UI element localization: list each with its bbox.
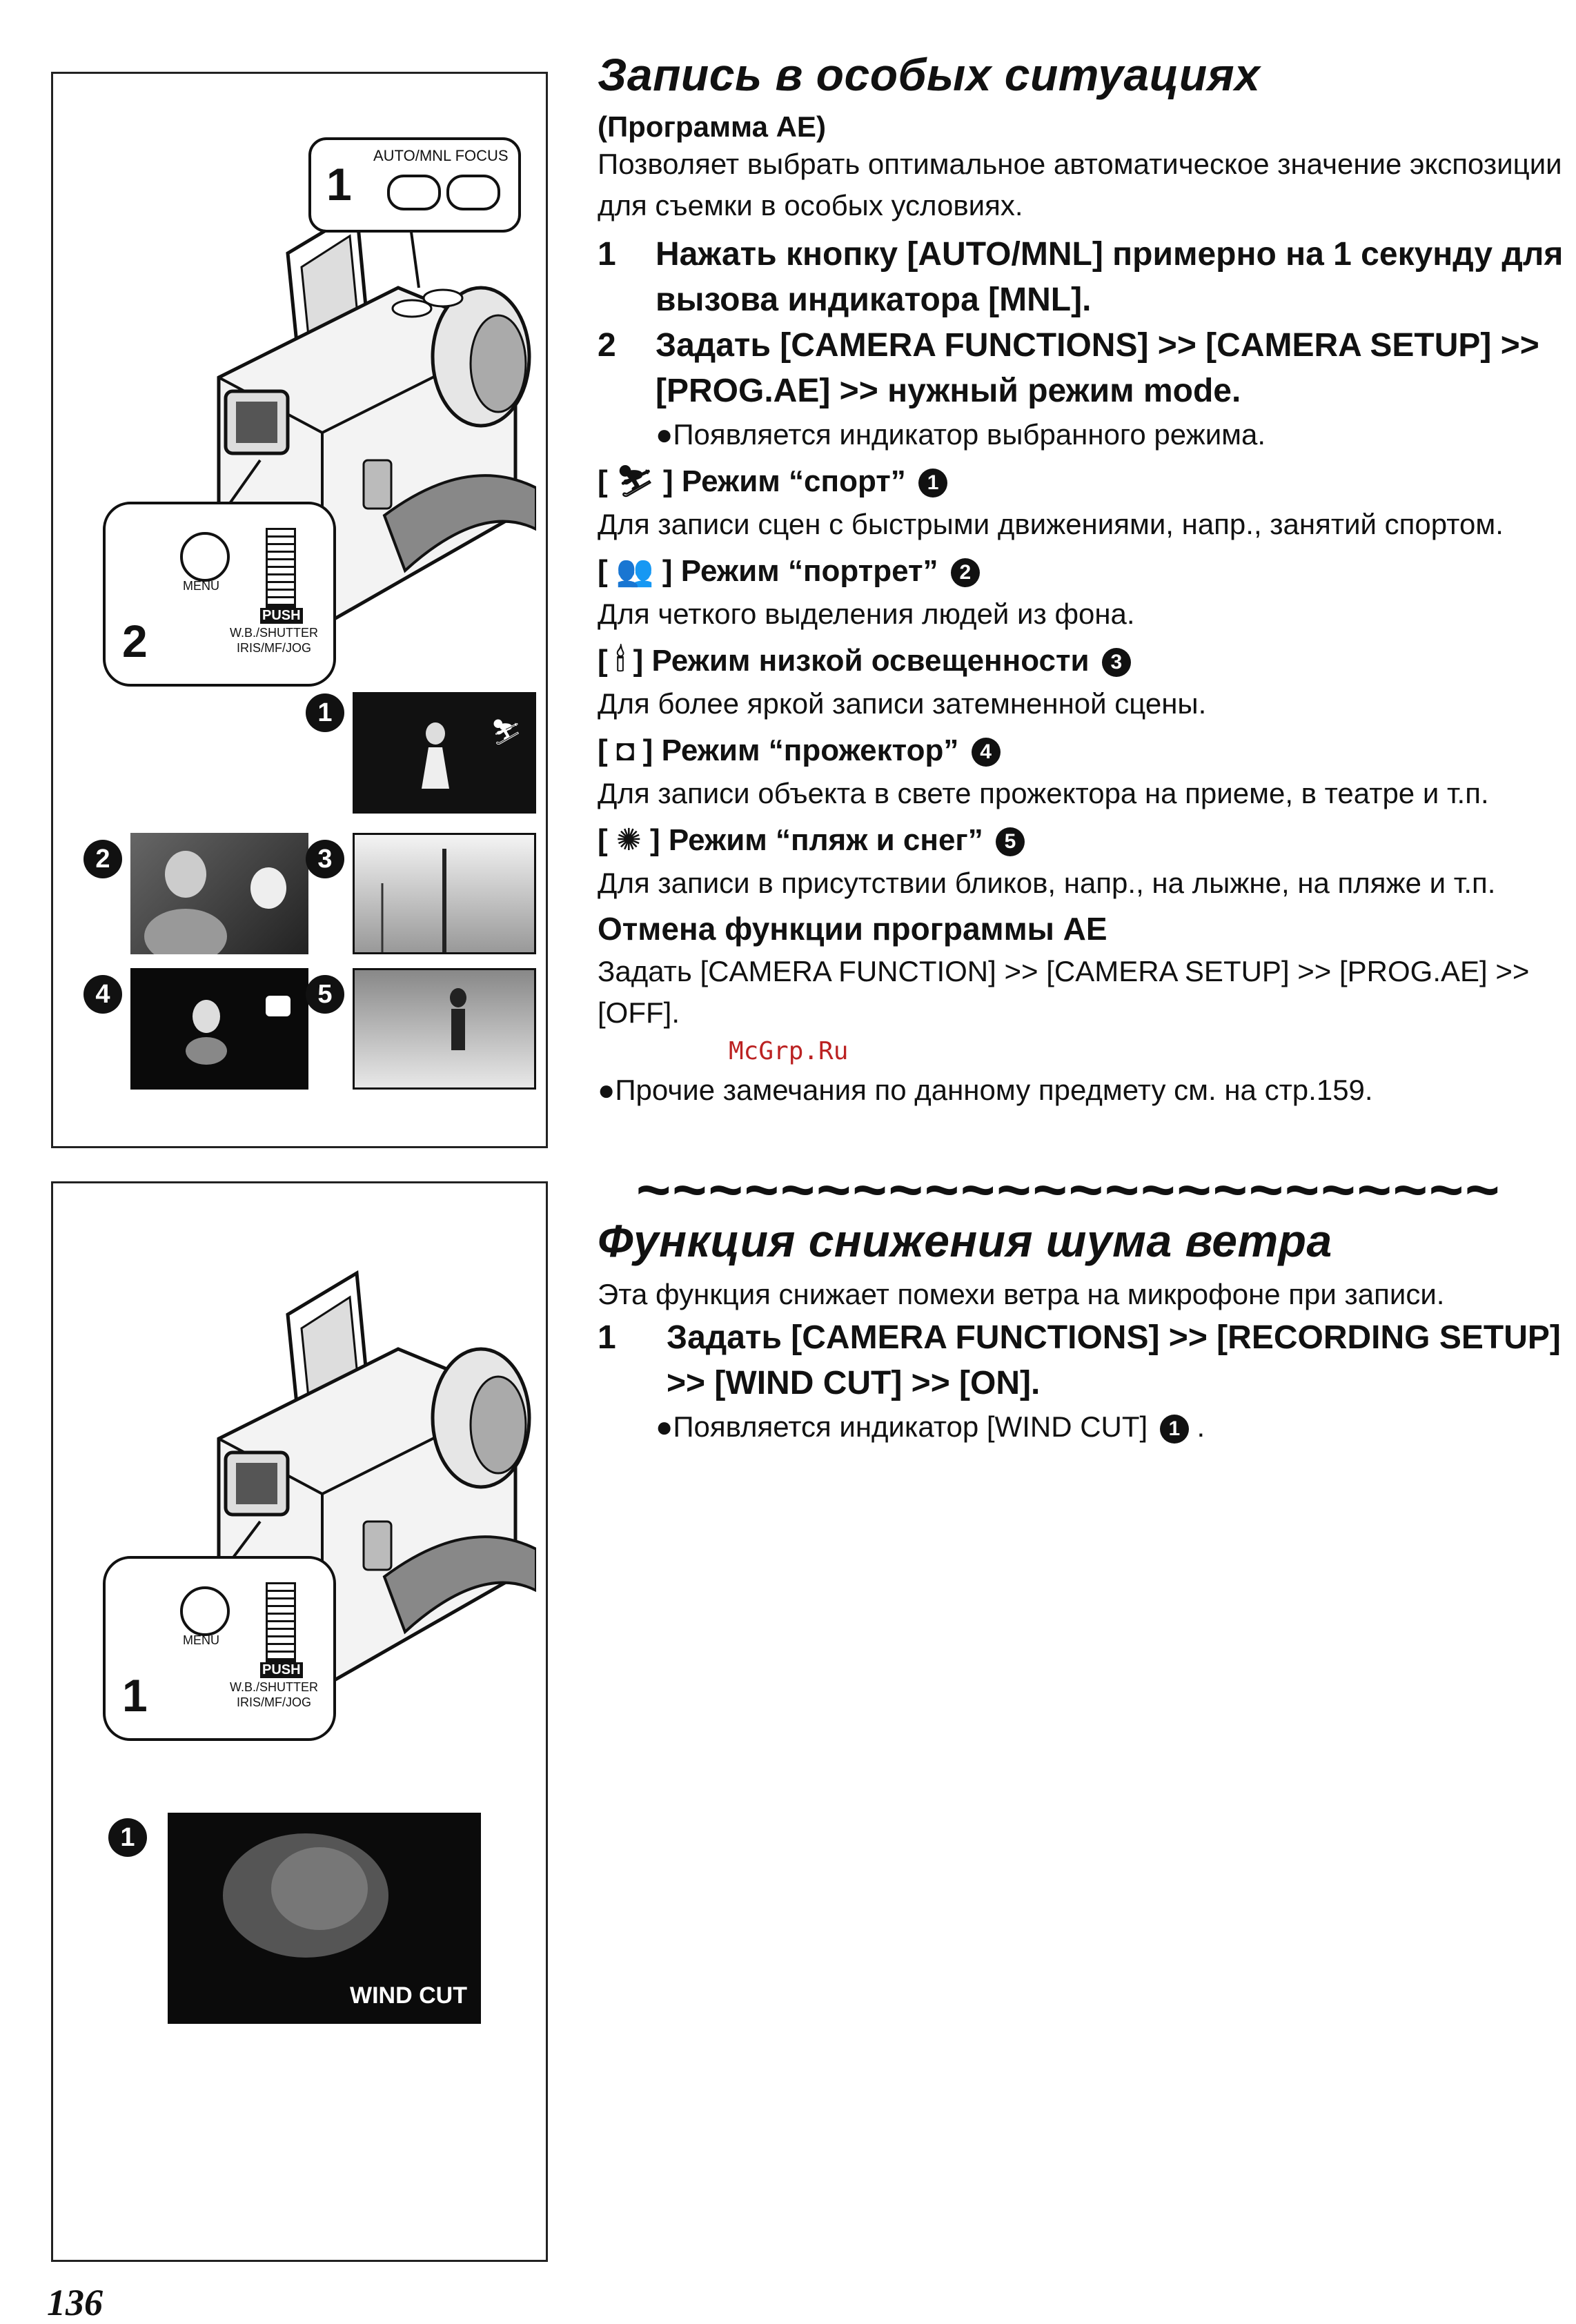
spotlight-mode-icon: [ ◘ ] <box>598 733 653 767</box>
step-note: ●Появляется индикатор выбранного режима. <box>656 418 1266 451</box>
jog-dial-icon <box>266 528 296 608</box>
figure-panel-prog-ae <box>51 72 548 1148</box>
jog-label-2: IRIS/MF/JOG <box>237 641 311 655</box>
callout-jog-box-2 <box>103 1556 336 1741</box>
mode-number: 4 <box>972 738 1001 767</box>
photo-number-wind: 1 <box>108 1818 147 1857</box>
mode-title: Режим “спорт” <box>681 464 906 498</box>
callout-number-2: 2 <box>122 616 148 667</box>
photo-spotlight-mode <box>130 968 308 1090</box>
step-text: Задать [CAMERA FUNCTIONS] >> [RECORDING SETUP] >> [WIND CUT] >> [ON]. <box>667 1319 1561 1401</box>
jog-dial-icon-2 <box>266 1582 296 1662</box>
main-text-column <box>598 48 1564 1448</box>
photo-beach-snow-mode <box>353 968 536 1090</box>
callout-number-1: 1 <box>326 159 352 210</box>
beach-snow-mode-icon: [ ✺ ] <box>598 823 660 857</box>
step-text: Задать [CAMERA FUNCTIONS] >> [CAMERA SETUP] >> [PROG.AE] >> нужный режим mode. <box>656 327 1539 409</box>
cancel-heading: Отмена функции программы AE <box>598 911 1107 947</box>
step-1 <box>598 232 1564 323</box>
portrait-mode-icon: [ 👥 ] <box>598 554 673 588</box>
mode-low-light-heading <box>598 639 1564 683</box>
mode-number: 1 <box>918 469 947 498</box>
reference-note: ●Прочие замечания по данному предмету см. на стр.159. <box>598 1074 1373 1106</box>
callout-button-box <box>308 137 521 233</box>
jog-label-1-2: W.B./SHUTTER <box>230 1680 319 1694</box>
wind-cut-note-text: ●Появляется индикатор [WIND CUT] <box>656 1410 1148 1443</box>
photo-sport-mode <box>353 692 536 814</box>
mode-number: 3 <box>1102 648 1131 677</box>
menu-label: MENU <box>183 579 219 593</box>
mode-spotlight-desc: Для записи объекта в свете прожектора на приеме, в театре и т.п. <box>598 777 1489 809</box>
photo-low-light-mode <box>353 833 536 954</box>
menu-button-icon-2 <box>180 1586 230 1636</box>
wind-cut-label: WIND CUT <box>350 1982 467 2009</box>
photo-number-5: 5 <box>306 975 344 1014</box>
mode-sport-heading <box>598 460 1564 504</box>
wind-cut-note <box>598 1406 1564 1448</box>
watermark-text: McGrp.Ru <box>729 1037 849 1065</box>
sport-photo-image <box>353 692 536 814</box>
mode-number: 5 <box>996 827 1025 856</box>
intro-text: Позволяет выбрать оптимальное автоматическое значение экспозиции для съемки в особых условиях. <box>598 148 1562 221</box>
callout-number-1-bottom: 1 <box>122 1670 148 1721</box>
wind-cut-intro: Эта функция снижает помехи ветра на микрофоне при записи. <box>598 1278 1445 1310</box>
low-light-mode-icon: [ 🕯 ] <box>598 644 644 678</box>
mode-title: Режим “пляж и снег” <box>668 823 983 857</box>
sport-mode-icon: [ ⛷ ] <box>598 464 673 498</box>
callout-jog-box <box>103 502 336 687</box>
menu-button-icon <box>180 532 230 582</box>
section-title-prog-ae: Запись в особых ситуациях <box>598 49 1261 100</box>
spotlight-photo-image <box>130 968 308 1090</box>
photo-portrait-mode <box>130 833 308 954</box>
push-label: PUSH <box>260 608 303 624</box>
photo-number-1: 1 <box>306 693 344 732</box>
page-number: 136 <box>47 2282 103 2323</box>
photo-number-3: 3 <box>306 840 344 878</box>
mode-low-light-desc: Для более яркой записи затемненной сцены. <box>598 687 1207 720</box>
photo-number-4: 4 <box>83 975 122 1014</box>
mode-beach-snow-heading <box>598 818 1564 863</box>
step-number: 2 <box>598 327 616 364</box>
mode-title: Режим низкой освещенности <box>651 644 1090 678</box>
mode-number: 2 <box>951 558 980 587</box>
mode-beach-snow-desc: Для записи в присутствии бликов, напр., на лыжне, на пляже и т.п. <box>598 867 1496 899</box>
auto-mnl-button-icon <box>387 175 441 210</box>
wind-cut-note-tail: . <box>1196 1410 1205 1443</box>
jog-label-2-2: IRIS/MF/JOG <box>237 1695 311 1709</box>
svg-text:⛷: ⛷ <box>491 718 522 747</box>
mode-title: Режим “прожектор” <box>661 733 959 767</box>
button-labels: AUTO/MNL FOCUS <box>373 147 509 164</box>
jog-label-1: W.B./SHUTTER <box>230 626 319 640</box>
push-label-2: PUSH <box>260 1662 303 1678</box>
section-title-wind-cut: Функция снижения шума ветра <box>598 1215 1332 1266</box>
wind-cut-note-number: 1 <box>1160 1415 1189 1444</box>
step-text: Нажать кнопку [AUTO/MNL] примерно на 1 секунду для вызова индикатора [MNL]. <box>656 236 1564 318</box>
mode-title: Режим “портрет” <box>680 554 938 588</box>
photo-wind-cut <box>168 1813 481 2024</box>
mode-sport-desc: Для записи сцен с быстрыми движениями, напр., занятий спортом. <box>598 508 1504 540</box>
mode-portrait-heading <box>598 549 1564 593</box>
step-number: 1 <box>598 236 616 273</box>
mode-spotlight-heading <box>598 729 1564 773</box>
portrait-photo-image <box>130 833 308 954</box>
figure-panel-wind-cut <box>51 1181 548 2262</box>
step-2 <box>598 323 1564 414</box>
cancel-text: Задать [CAMERA FUNCTION] >> [CAMERA SETUP] >> [PROG.AE] >> [OFF]. <box>598 955 1530 1029</box>
section-subtitle: (Программа AE) <box>598 110 826 143</box>
photo-number-2: 2 <box>83 840 122 878</box>
mode-portrait-desc: Для четкого выделения людей из фона. <box>598 598 1135 630</box>
beach-snow-photo-image <box>355 970 534 1087</box>
step-number: 1 <box>598 1319 616 1356</box>
section-divider: ~~~~~~~~~~~~~~~~~~~~~~~~ <box>636 1157 1501 1223</box>
menu-label-2: MENU <box>183 1633 219 1647</box>
wind-cut-step-1 <box>598 1315 1564 1406</box>
focus-button-icon <box>446 175 500 210</box>
low-light-photo-image <box>355 835 534 952</box>
